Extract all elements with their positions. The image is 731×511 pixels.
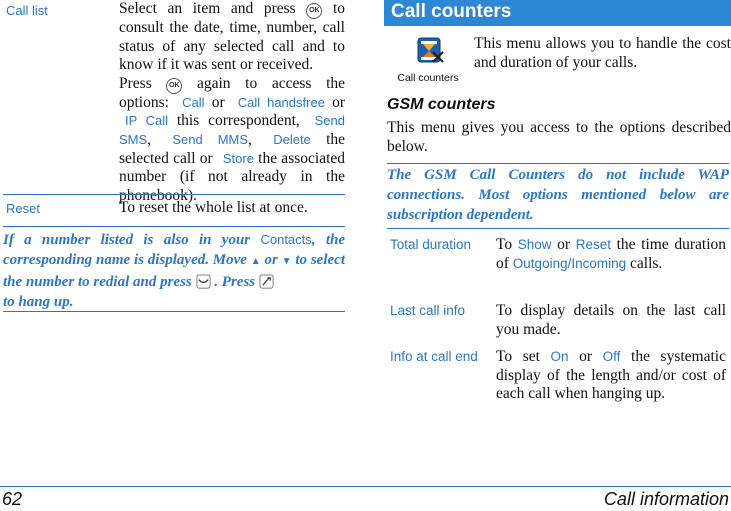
divider <box>3 194 345 195</box>
total-text-2: the time duration of <box>496 236 727 272</box>
note-text-1: If a number listed is also in your <box>3 232 251 248</box>
hangup-key-icon <box>259 274 274 290</box>
info-at-call-end-term: Info at call end <box>390 349 478 364</box>
down-arrow-icon: ▼ <box>281 256 292 267</box>
or-text: or <box>332 93 346 111</box>
note-text-3: to select the number to redial and press <box>3 252 345 290</box>
icon-caption: Call counters <box>397 72 459 84</box>
page-number: 62 <box>2 489 23 509</box>
note-text-4: . Press <box>214 274 256 290</box>
call-key-icon <box>196 274 215 290</box>
divider <box>3 311 345 312</box>
note-or: or <box>264 252 278 268</box>
call-list-desc <box>119 0 345 205</box>
total-duration-row <box>390 236 726 273</box>
or-text: or <box>211 93 225 111</box>
note-text-5: to hang up. <box>3 294 74 310</box>
or-text: or <box>557 236 571 253</box>
ok-key-icon: OK <box>306 3 322 19</box>
option-store: Store <box>222 150 254 166</box>
option-reset: Reset <box>575 237 611 252</box>
up-arrow-icon: ▲ <box>250 256 261 267</box>
left-note <box>3 230 345 312</box>
comma: , <box>248 130 252 148</box>
divider <box>3 226 345 227</box>
total-duration-term: Total duration <box>390 237 472 252</box>
option-on: On <box>550 349 569 364</box>
note-text-2: , the corresponding name is displayed. Move <box>3 232 346 268</box>
contacts-keyword: Contacts <box>260 232 312 247</box>
call-list-text-1: Select an item and press <box>119 0 296 17</box>
section-banner: Call counters <box>384 0 731 26</box>
reset-desc: To reset the whole list at once. <box>119 199 308 216</box>
call-list-text-5: this correspondent, <box>176 112 300 130</box>
total-text-3: calls. <box>630 254 663 272</box>
call-list-text-4: again to access the options: <box>119 74 345 111</box>
option-ip-call: IP Call <box>125 113 169 129</box>
option-call: Call <box>182 94 205 110</box>
page-footer <box>0 486 731 511</box>
reset-row <box>0 199 345 218</box>
call-list-term: Call list <box>6 3 48 18</box>
end-text-1: To set <box>496 348 540 365</box>
gsm-text: This menu gives you access to the options described below. <box>387 119 731 155</box>
chapter-title: Call information <box>603 489 729 509</box>
comma: , <box>147 130 152 148</box>
ok-key-icon: OK <box>166 78 182 94</box>
call-list-row <box>0 0 345 205</box>
call-list-text-2: to consult the date, time, number, call status of any selected call and to know if it was sent or received. <box>119 0 345 74</box>
last-call-info-row <box>390 302 726 339</box>
gsm-heading: GSM counters <box>387 96 496 113</box>
option-show: Show <box>517 237 552 252</box>
or-text: or <box>579 348 593 365</box>
total-duration-desc <box>496 236 726 273</box>
info-at-call-end-row <box>390 348 726 404</box>
option-call-handsfree: Call handsfree <box>237 94 325 110</box>
left-column <box>0 0 346 310</box>
hourglass-icon <box>416 36 446 66</box>
call-list-text-7: the associated number (if not already in the phonebook). <box>119 149 346 204</box>
call-list-text-6: the selected call or <box>119 130 345 167</box>
end-text-2: the systematic display of the length and/or cost of each call when hanging up. <box>496 348 726 403</box>
call-counters-icon-box <box>397 36 462 84</box>
last-call-info-desc: To display details on the last call you made. <box>496 302 726 338</box>
right-note: The GSM Call Counters do not include WAP connections. Most options mentioned below are subscription dependent. <box>387 163 729 229</box>
info-at-call-end-desc <box>496 348 726 404</box>
reset-term: Reset <box>6 201 40 216</box>
option-outgoing-incoming: Outgoing/Incoming <box>512 255 627 271</box>
option-off: Off <box>602 349 621 364</box>
call-list-text-3: Press <box>119 74 152 92</box>
intro-text: This menu allows you to handle the cost and duration of your calls. <box>474 35 731 71</box>
option-send-mms: Send MMS <box>172 131 249 147</box>
option-delete: Delete <box>273 131 311 147</box>
total-text-1: To <box>496 236 513 253</box>
option-send-sms: Send SMS <box>119 113 346 147</box>
last-call-info-term: Last call info <box>390 303 466 318</box>
